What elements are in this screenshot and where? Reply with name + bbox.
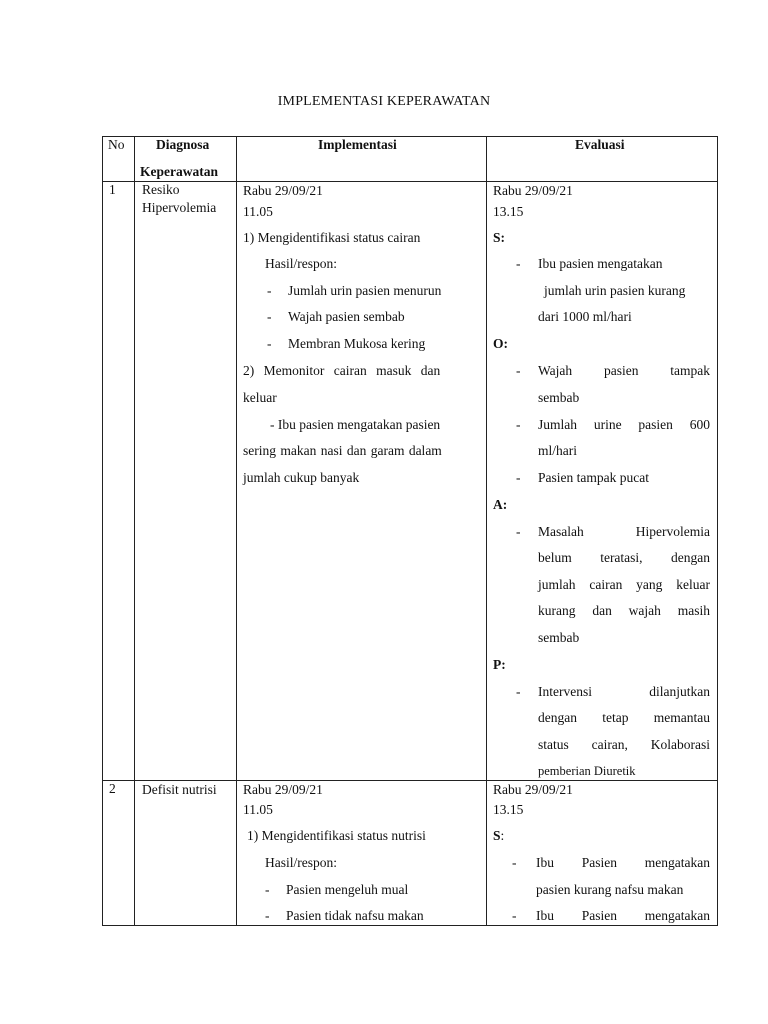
- row1-eval-a-label: A:: [493, 497, 508, 512]
- row1-impl-bullet2: Wajah pasien sembab: [288, 309, 405, 324]
- row1-eval-a-line3: jumlah cairan yang keluar: [538, 577, 710, 592]
- bullet-dash: -: [516, 256, 521, 271]
- row1-eval-p-line4: pemberian Diuretik: [538, 764, 636, 778]
- row1-eval-a-line5: sembab: [538, 630, 580, 645]
- row1-impl-response-line1: - Ibu pasien mengatakan pasien: [270, 417, 441, 432]
- row1-eval-p-line2: dengan tetap memantau: [538, 710, 710, 725]
- header-diagnosa: Diagnosa: [156, 137, 210, 152]
- bullet-dash: -: [512, 908, 517, 923]
- row1-eval-p-line1: Intervensi dilanjutkan: [538, 684, 710, 699]
- bullet-dash: -: [516, 684, 521, 699]
- table-border-left: [102, 136, 103, 926]
- row1-eval-o3: Pasien tampak pucat: [538, 470, 649, 485]
- header-no: No: [108, 137, 125, 152]
- row1-impl-time: 11.05: [243, 204, 273, 219]
- row1-eval-s1-line1: Ibu pasien mengatakan: [538, 256, 663, 271]
- row1-eval-a-line2: belum teratasi, dengan: [538, 550, 710, 565]
- bullet-dash: -: [516, 417, 521, 432]
- row2-impl-bullet1: Pasien mengeluh mual: [286, 882, 409, 897]
- bullet-dash: -: [267, 309, 272, 324]
- bullet-dash: -: [512, 855, 517, 870]
- row2-impl-bullet2: Pasien tidak nafsu makan: [286, 908, 424, 923]
- header-divider: [102, 181, 718, 182]
- row1-eval-a-line4: kurang dan wajah masih: [538, 603, 710, 618]
- row1-eval-s-label: S:: [493, 230, 506, 245]
- row1-impl-response-line3: jumlah cukup banyak: [243, 470, 360, 485]
- header-implementasi: Implementasi: [318, 137, 397, 152]
- bullet-dash: -: [516, 470, 521, 485]
- row2-eval-time: 13.15: [493, 802, 524, 817]
- table-border-right: [717, 136, 718, 926]
- bullet-dash: -: [265, 908, 270, 923]
- row2-eval-s-colon: :: [500, 828, 505, 843]
- row2-impl-date: Rabu 29/09/21: [243, 782, 323, 797]
- row1-eval-date: Rabu 29/09/21: [493, 183, 573, 198]
- row1-eval-o1-line1: Wajah pasien tampak: [538, 363, 710, 378]
- row1-eval-s1-line2: jumlah urin pasien kurang: [544, 283, 686, 298]
- row1-impl-date: Rabu 29/09/21: [243, 183, 323, 198]
- row1-eval-a-line1: Masalah Hipervolemia: [538, 524, 710, 539]
- header-evaluasi: Evaluasi: [575, 137, 625, 152]
- row2-impl-hasil: Hasil/respon:: [265, 855, 337, 870]
- bullet-dash: -: [516, 524, 521, 539]
- row1-eval-o-label: O:: [493, 336, 508, 351]
- bullet-dash: -: [516, 363, 521, 378]
- row1-impl-hasil: Hasil/respon:: [265, 256, 337, 271]
- row1-eval-o1-line2: sembab: [538, 390, 580, 405]
- row2-eval-s1-line1: Ibu Pasien mengatakan: [536, 855, 710, 870]
- row2-no: 2: [109, 781, 116, 796]
- row1-impl-item1: 1) Mengidentifikasi status cairan: [243, 230, 421, 245]
- table-border-bottom: [102, 925, 718, 926]
- row1-eval-o2-line1: Jumlah urine pasien 600: [538, 417, 710, 432]
- row2-impl-time: 11.05: [243, 802, 273, 817]
- row1-impl-bullet1: Jumlah urin pasien menurun: [288, 283, 442, 298]
- header-keperawatan: Keperawatan: [140, 164, 218, 179]
- row1-eval-time: 13.15: [493, 204, 524, 219]
- page-title: IMPLEMENTASI KEPERAWATAN: [277, 94, 491, 109]
- row2-eval-s-label: [493, 827, 504, 845]
- row2-eval-date: Rabu 29/09/21: [493, 782, 573, 797]
- row1-impl-item2-line1: 2) Memonitor cairan masuk dan: [243, 363, 441, 378]
- bullet-dash: -: [267, 336, 272, 351]
- row1-eval-o2-line2: ml/hari: [538, 443, 577, 458]
- implementation-table: [102, 136, 718, 926]
- row2-eval-s-letter: S: [493, 828, 501, 843]
- bullet-dash: -: [265, 882, 270, 897]
- bullet-dash: -: [267, 283, 272, 298]
- row1-eval-p-label: P:: [493, 657, 506, 672]
- row2-impl-item1: 1) Mengidentifikasi status nutrisi: [247, 828, 426, 843]
- row1-no: 1: [109, 182, 116, 197]
- row1-impl-response-line2: sering makan nasi dan garam dalam: [243, 443, 442, 458]
- col-divider-1: [134, 136, 135, 926]
- row2-eval-s1-line2: pasien kurang nafsu makan: [536, 882, 684, 897]
- row1-eval-p-line3: status cairan, Kolaborasi: [538, 737, 710, 752]
- row1-eval-s1-line3: dari 1000 ml/hari: [538, 309, 632, 324]
- col-divider-3: [486, 136, 487, 926]
- row1-impl-item2-line2: keluar: [243, 390, 277, 405]
- col-divider-2: [236, 136, 237, 926]
- row1-diagnosis-line2: Hipervolemia: [142, 200, 217, 215]
- row1-impl-bullet3: Membran Mukosa kering: [288, 336, 426, 351]
- row2-diagnosis: Defisit nutrisi: [142, 782, 217, 797]
- row1-diagnosis-line1: Resiko: [142, 182, 180, 197]
- row2-eval-s2-line1: Ibu Pasien mengatakan: [536, 908, 710, 923]
